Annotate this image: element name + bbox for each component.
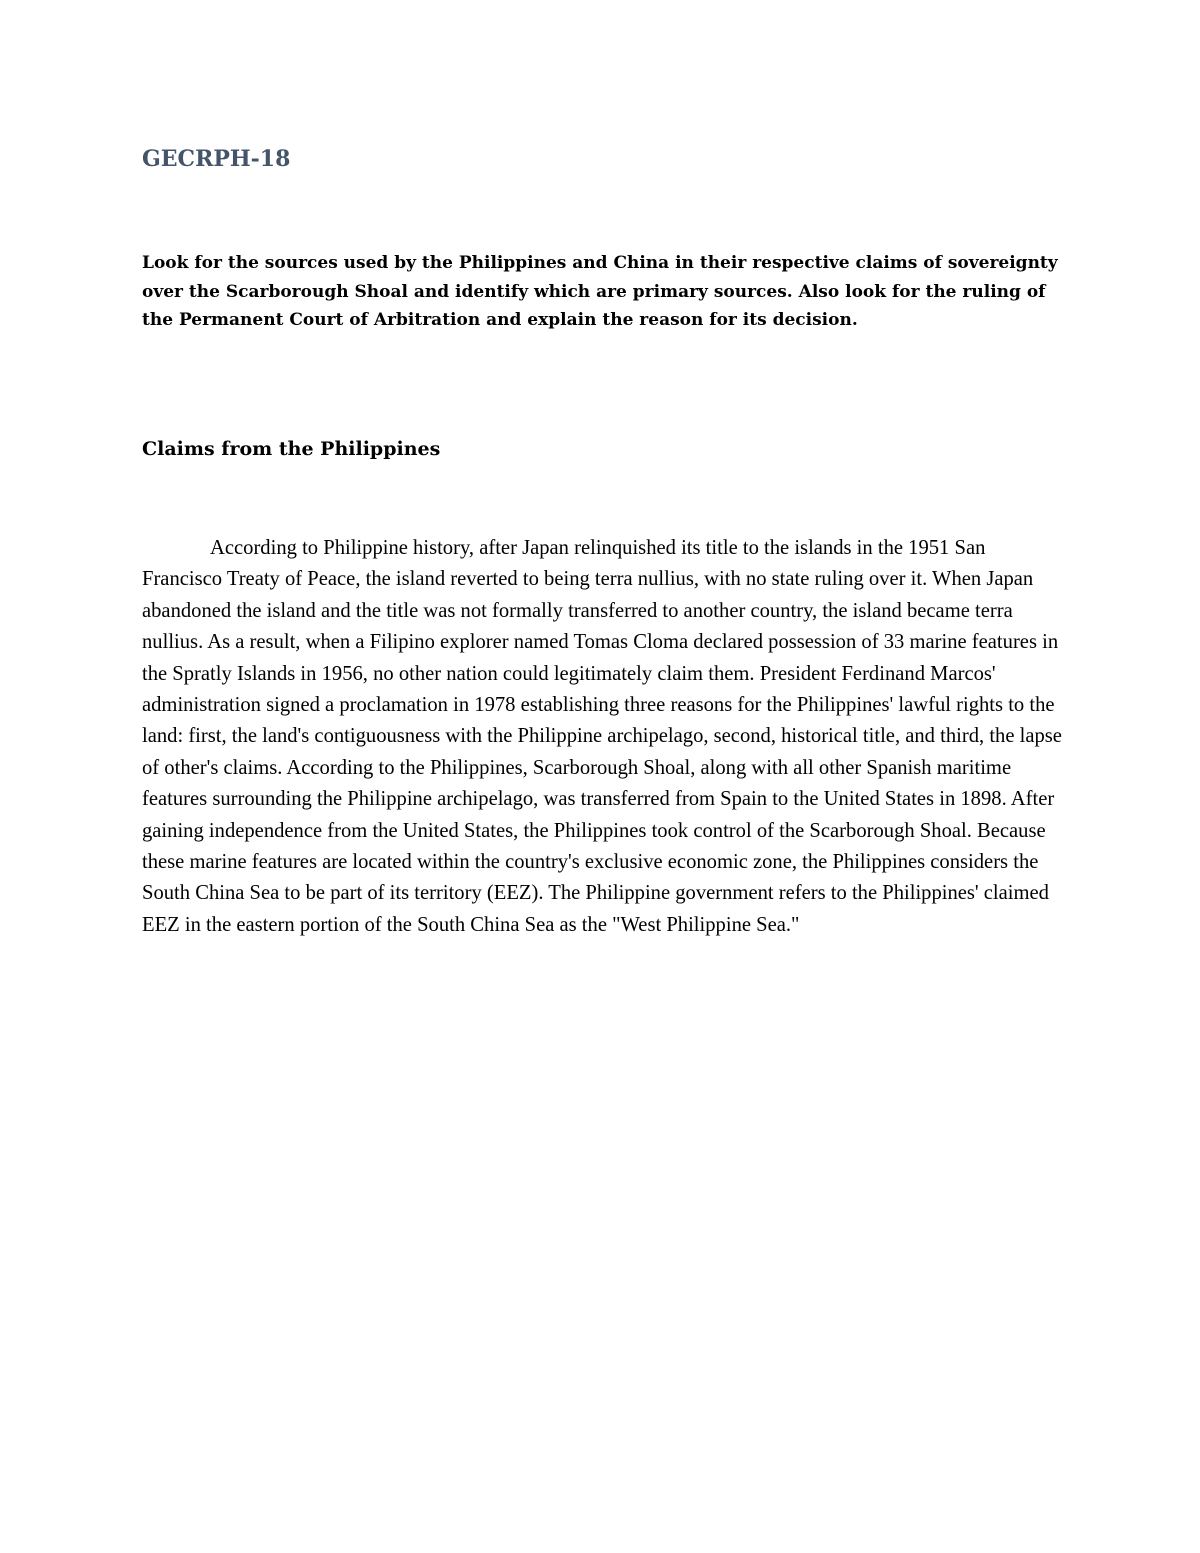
- assignment-prompt: Look for the sources used by the Philippines and China in their respective claims of sovereignty over the Scarborough Shoal and identify which are primary sources. Also look for the ruling of the Permanent Court of Arbitration and explain the reason for its decision.: [142, 253, 1058, 330]
- course-code-title: GECRPH-18: [142, 146, 291, 172]
- section-heading: Claims from the Philippines: [142, 438, 441, 460]
- body-paragraph: According to Philippine history, after Japan relinquished its title to the islands in the 1951 San Francisco Treaty of Peace, the island reverted to being terra nullius, with no state ruling over it. When Japan abandoned the island and the title was not formally transferred to another country, the island became terra nullius. As a result, when a Filipino explorer named Tomas Cloma declared possession of 33 marine features in the Spratly Islands in 1956, no other nation could legitimately claim them. President Ferdinand Marcos' administration signed a proclamation in 1978 establishing three reasons for the Philippines' lawful rights to the land: first, the land's contiguousness with the Philippine archipelago, second, historical title, and third, the lapse of other's claims. According to the Philippines, Scarborough Shoal, along with all other Spanish maritime features surrounding the Philippine archipelago, was transferred from Spain to the United States in 1898. After gaining independence from the United States, the Philippines took control of the Scarborough Shoal. Because these marine features are located within the country's exclusive economic zone, the Philippines considers the South China Sea to be part of its territory (EEZ). The Philippine government refers to the Philippines' claimed EEZ in the eastern portion of the South China Sea as the "West Philippine Sea.": [142, 537, 1062, 936]
